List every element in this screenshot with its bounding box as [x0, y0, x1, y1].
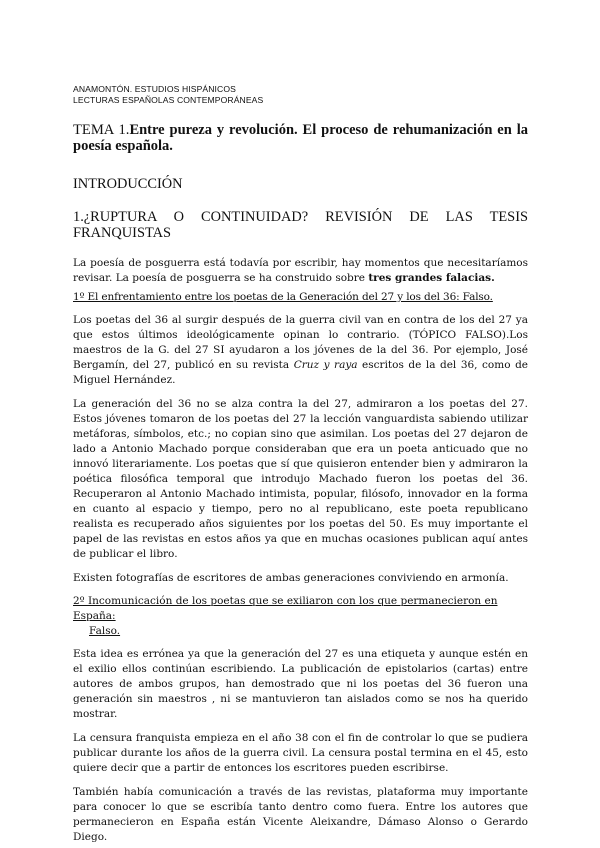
- section-heading: 1.¿RUPTURA O CONTINUIDAD? REVISIÓN DE LAS TESIS FRANQUISTAS: [73, 209, 528, 241]
- subheading-2-line-2: Falso.: [89, 625, 121, 637]
- paragraph-1-bold: tres grandes falacias.: [368, 272, 495, 284]
- running-header: [73, 84, 528, 106]
- subheading-2-line-1: 2º Incomunicación de los poetas que se exiliaron con los que permanecieron en España:: [73, 595, 498, 622]
- paragraph-5: Esta idea es errónea ya que la generación del 27 es una etiqueta y aunque estén en el exilio ellos continúan escribiendo. La publicación de epistolarios (cartas) entre autores de ambos grupos, han demostrado que ni los poetas del 36 fueron una generación sin maestros , ni se mantuvieron tan aislados como se nos ha querido mostrar.: [73, 648, 528, 720]
- magazine-title: Cruz y raya: [293, 359, 358, 371]
- paragraph-4: Existen fotografías de escritores de ambas generaciones conviviendo en armonía.: [73, 572, 509, 584]
- paragraph-1-text: La poesía de posguerra está todavía por escribir, hay momentos que necesitaríamos revisar. La poesía de posguerra se ha construido sobre: [73, 257, 528, 284]
- paragraph-3: La generación del 36 no se alza contra la del 27, admiraron a los poetas del 27. Estos jóvenes tomaron de los poetas del 27 la lección vanguardista sabiendo utilizar metáforas, símbolos, etc.; no copian sino que asimilan. Los poetas del 27 dejaron de lado a Antonio Machado porque consideraban que era un poeta anticuado que no innovó literariamente. Los poetas que sí que quisieron entender bien y admiraron la poética filosófica temporal que introdujo Machado fueron los poetas del 36. Recuperaron al Antonio Machado intimista, popular, filósofo, innovador en la forma en cuanto al espacio y tiempo, pero no al republicano, este poeta republicano realista es recuperado años siguientes por los poetas del 50. Es muy importante el papel de las revistas en estos años ya que en muchas ocasiones publican aquí antes de publicar el libro.: [73, 398, 528, 560]
- paragraph-1: [73, 256, 528, 286]
- paragraph-2-after: escritos de la del 36, como de Miguel Hernández.: [73, 359, 528, 386]
- title-text: Entre pureza y revolución. El proceso de rehumanización en la poesía española.: [73, 122, 529, 154]
- page-title: [73, 122, 528, 154]
- intro-heading: INTRODUCCIÓN: [73, 176, 183, 192]
- subheading-1: 1º El enfrentamiento entre los poetas de la Generación del 27 y los del 36: Falso.: [73, 291, 493, 303]
- header-line-1: ANAMONTÓN. ESTUDIOS HISPÁNICOS: [73, 84, 236, 94]
- paragraph-7: También había comunicación a través de las revistas, plataforma muy importante para conocer lo que se escribía tanto dentro como fuera. Entre los autores que permanecieron en España están Vicente Aleixandre, Dámaso Alonso o Gerardo Diego.: [73, 786, 528, 843]
- header-line-2: LECTURAS ESPAÑOLAS CONTEMPORÁNEAS: [73, 95, 264, 105]
- subheading-2: [73, 594, 528, 639]
- paragraph-6: La censura franquista empieza en el año 38 con el fin de controlar lo que se pudiera publicar durante los años de la guerra civil. La censura postal termina en el 45, esto quiere decir que a partir de entonces los escritores pueden escribirse.: [73, 732, 528, 774]
- paragraph-2-before: Los poetas del 36 al surgir después de la guerra civil van en contra de los del 27 ya que estos últimos ideológicamente opinan lo contrario. (TÓPICO FALSO).Los maestros de la G. del 27 SI ayudaron a los jóvenes de la del 36. Por ejemplo, José Bergamín, del 27, publicó en su revista: [73, 314, 528, 371]
- title-lead: TEMA 1.: [73, 122, 130, 138]
- paragraph-2: [73, 313, 528, 388]
- document-body: [73, 84, 528, 845]
